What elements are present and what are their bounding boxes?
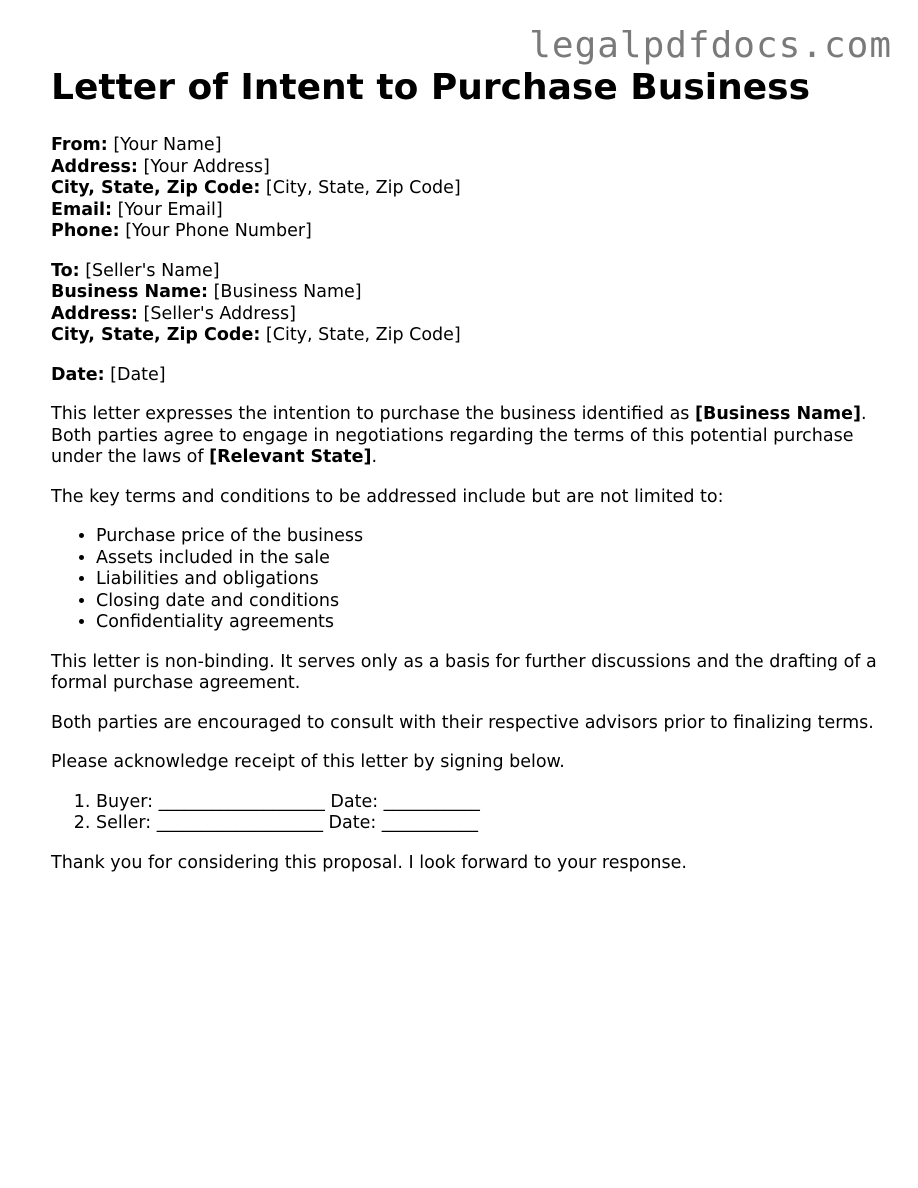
acknowledge-paragraph: Please acknowledge receipt of this letter by signing below. [51, 752, 565, 772]
intro-text: . Both parties agree to engage in negotiations regarding the terms of this potential purchase under the laws of [51, 404, 867, 467]
document-title: Letter of Intent to Purchase Business [51, 67, 811, 108]
field-value: [Your Name] [113, 135, 222, 155]
field-label: Date: [51, 364, 105, 385]
non-binding-paragraph: This letter is non-binding. It serves only as a basis for further discussions and the drafting of a formal purchase agreement. [51, 651, 877, 693]
recipient-city-line [51, 325, 881, 347]
sender-email-line [51, 200, 881, 222]
advisors-paragraph: Both parties are encouraged to consult with their respective advisors prior to finalizing terms. [51, 712, 874, 733]
field-value: [Your Address] [143, 156, 270, 177]
field-label: From: [51, 135, 108, 155]
recipient-business-line [51, 282, 881, 304]
field-value: [City, State, Zip Code] [265, 178, 461, 198]
field-value: [Your Email] [117, 199, 223, 220]
intro-text: . [371, 447, 378, 467]
watermark: legalpdfdocs.com [529, 25, 892, 66]
letter-document [51, 66, 881, 892]
field-label: Phone: [51, 221, 120, 241]
field-label: City, State, Zip Code: [51, 178, 261, 198]
sender-name-line [51, 135, 881, 157]
sender-phone-line [51, 221, 881, 243]
seller-signature-line: 2. Seller: ___________________ Date: ___________ [96, 813, 881, 835]
recipient-address-line [51, 304, 881, 326]
signature-list [51, 792, 881, 835]
terms-intro-paragraph: The key terms and conditions to be addressed include but are not limited to: [51, 486, 724, 507]
date-line [51, 365, 881, 387]
intro-paragraph [51, 404, 881, 469]
sender-block [51, 135, 881, 243]
recipient-name-line [51, 261, 881, 283]
field-value: [Your Phone Number] [125, 221, 312, 241]
date-block [51, 365, 881, 387]
field-label: Address: [51, 303, 138, 324]
field-label: Email: [51, 199, 112, 220]
field-label: To: [51, 260, 80, 281]
buyer-signature-line: 1. Buyer: ___________________ Date: ___________ [96, 792, 881, 814]
field-label: Address: [51, 156, 138, 177]
list-item: • Assets included in the sale [96, 548, 881, 570]
list-item: • Confidentiality agreements [96, 612, 881, 634]
field-value: [Date] [110, 364, 166, 385]
closing-paragraph: Thank you for considering this proposal. I look forward to your response. [51, 852, 687, 873]
list-item: • Purchase price of the business [96, 526, 881, 548]
field-value: [Business Name] [213, 282, 362, 302]
field-value: [Seller's Name] [85, 260, 220, 281]
sender-city-line [51, 178, 881, 200]
field-value: [City, State, Zip Code] [265, 325, 461, 345]
intro-text: This letter expresses the intention to purchase the business identified as [51, 404, 695, 424]
list-item: • Closing date and conditions [96, 591, 881, 613]
field-value: [Seller's Address] [143, 303, 296, 324]
recipient-block [51, 261, 881, 347]
business-name-placeholder: [Business Name] [694, 404, 862, 424]
field-label: Business Name: [51, 282, 209, 302]
sender-address-line [51, 157, 881, 179]
list-item: • Liabilities and obligations [96, 569, 881, 591]
terms-list [51, 526, 881, 634]
relevant-state-placeholder: [Relevant State] [209, 447, 372, 467]
field-label: City, State, Zip Code: [51, 325, 261, 345]
